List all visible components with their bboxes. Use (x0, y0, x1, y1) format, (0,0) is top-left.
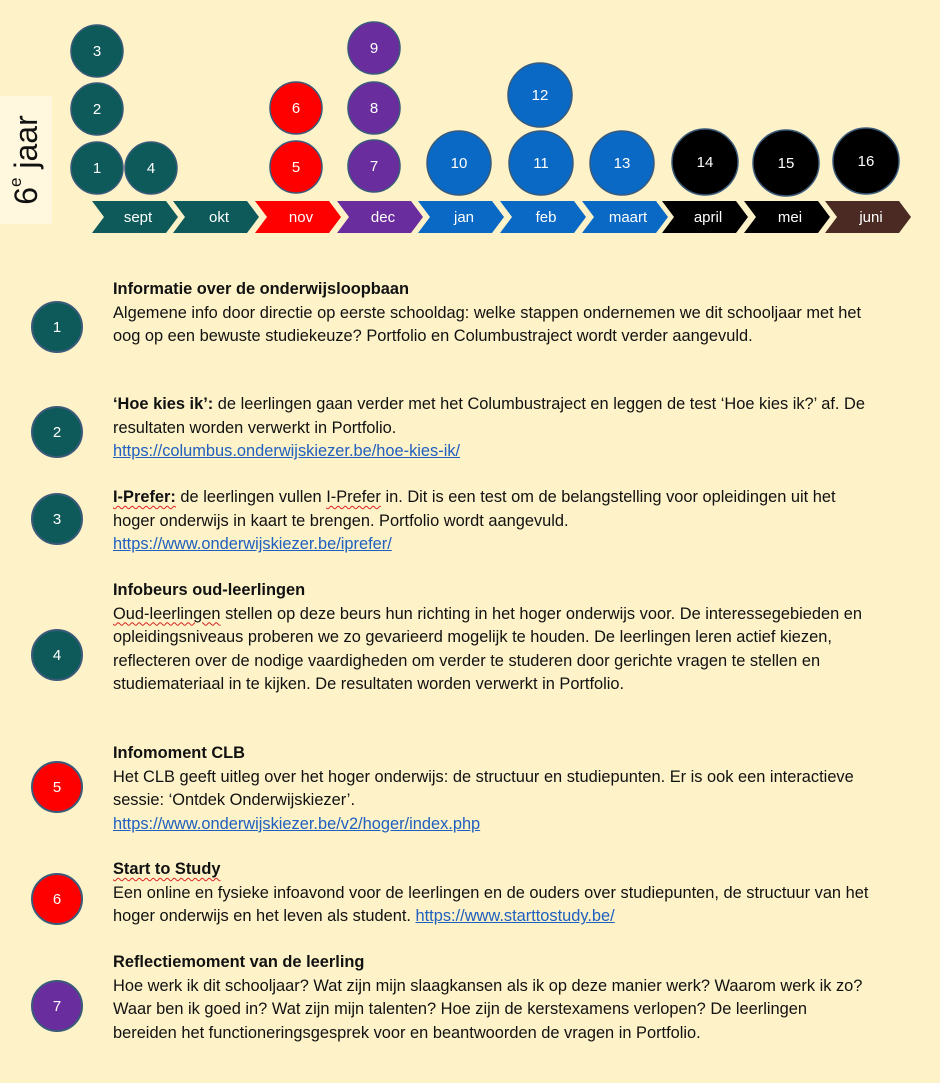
milestone-bullet: 2 (31, 406, 83, 458)
milestone-title: Informatie over de onderwijsloopbaan (113, 280, 409, 298)
timeline-bubble-label: 2 (92, 101, 102, 118)
timeline-bubble-label: 12 (531, 87, 549, 104)
timeline (0, 0, 940, 250)
milestone-text (113, 393, 873, 464)
milestone-description-b: stellen op deze beurs hun richting in het hoger onderwijs voor. De interessegebieden en opleidingsniveaus proberen we zo gevarieerd mogelijk te houden. De leerlingen leren actief kiezen, reflecteren over de nodige vaardigheden om verder te studeren door gerichte vragen te stellen en studiemateriaal in te kijken. De resultaten worden verwerkt in Portfolio. (113, 604, 862, 694)
timeline-bubble-label: 1 (92, 160, 102, 177)
milestone-link[interactable]: https://www.starttostudy.be/ (415, 907, 615, 926)
milestone-description-c: in. Dit is een test om de belangstelling voor opleidingen uit het hoger onderwijs in kaart te brengen. Portfolio wordt aangevuld. (113, 488, 836, 530)
timeline-bubble-label: 15 (777, 155, 795, 172)
month-label: jan (453, 209, 475, 226)
timeline-bubble-label: 6 (291, 100, 301, 117)
year-label: 6e jaar (6, 115, 44, 205)
milestone-bullet: 7 (31, 980, 83, 1032)
timeline-bubble-label: 13 (613, 155, 631, 172)
month-label: maart (608, 209, 648, 226)
milestone-description-a: Oud-leerlingen (113, 604, 221, 623)
timeline-bubble-label: 3 (92, 43, 102, 60)
month-label: okt (208, 209, 230, 226)
milestone-title: Reflectiemoment van de leerling (113, 953, 365, 971)
milestone-text (113, 579, 873, 697)
timeline-bubble-label: 10 (450, 155, 468, 172)
milestone-description: de leerlingen gaan verder met het Columbustraject en leggen de test ‘Hoe kies ik?’ af. De resultaten worden verwerkt in Portfolio. (113, 395, 865, 437)
month-label: mei (777, 209, 803, 226)
month-label: dec (370, 209, 396, 226)
month-label: sept (123, 209, 153, 226)
milestone-description: Het CLB geeft uitleg over het hoger onderwijs: de structuur en studiepunten. Er is ook een interactieve sessie: ‘Ontdek Onderwijskiezer’. (113, 767, 854, 810)
milestone-bullet: 4 (31, 629, 83, 681)
month-label: nov (288, 209, 314, 226)
timeline-bubble-label: 7 (369, 158, 379, 175)
timeline-bubble-label: 16 (857, 153, 875, 170)
milestone-description: Algemene info door directie op eerste schooldag: welke stappen ondernemen we dit schooljaar met het oog op een bewuste studiekeuze? Portfolio en Columbustraject wordt verder aangevuld. (113, 303, 862, 346)
milestone-title: ‘Hoe kies ik’: (113, 395, 214, 413)
milestone-bullet: 1 (31, 301, 83, 353)
milestone-bullet: 3 (31, 493, 83, 545)
milestone-text (113, 278, 873, 349)
milestone-description: Een online en fysieke infoavond voor de leerlingen en de ouders over studiepunten, de structuur van het hoger onderwijs en het leven als student. (113, 883, 869, 926)
milestone-title: Infobeurs oud-leerlingen (113, 581, 306, 599)
milestone-bullet: 6 (31, 873, 83, 925)
milestone-link[interactable]: https://columbus.onderwijskiezer.be/hoe-kies-ik/ (113, 442, 461, 461)
milestone-title: Infomoment CLB (113, 744, 246, 762)
milestone-title: Start to Study (113, 860, 221, 878)
milestone-link[interactable]: https://www.onderwijskiezer.be/iprefer/ (113, 535, 392, 554)
milestone-text (113, 742, 873, 836)
month-label: feb (535, 209, 557, 226)
milestone-bullet: 5 (31, 761, 83, 813)
milestone-description-a: de leerlingen vullen (180, 488, 322, 506)
month-label: juni (859, 209, 883, 226)
timeline-bubble-label: 5 (291, 159, 301, 176)
milestone-description: Hoe werk ik dit schooljaar? Wat zijn mijn slaagkansen als ik op deze manier werk? Waarom werk ik zo? Waar ben ik goed in? Wat zijn mijn talenten? Hoe zijn de kerstexamens verlopen? De leerlingen bereiden het functioneringsgesprek voor en beantwoorden de vragen in Portfolio. (113, 976, 863, 1042)
timeline-bubble-label: 14 (696, 154, 714, 171)
milestone-text (113, 486, 873, 557)
milestone-text (113, 951, 873, 1045)
month-label: april (693, 209, 723, 226)
timeline-bubble-label: 4 (146, 160, 156, 177)
timeline-bubble-label: 11 (533, 155, 549, 172)
milestone-title: I-Prefer: (113, 488, 176, 506)
milestone-description-b: I-Prefer (326, 488, 381, 506)
milestone-link[interactable]: https://www.onderwijskiezer.be/v2/hoger/index.php (113, 814, 481, 833)
timeline-bubble-label: 9 (369, 40, 379, 57)
timeline-bubble-label: 8 (369, 100, 379, 117)
milestone-text (113, 858, 873, 929)
